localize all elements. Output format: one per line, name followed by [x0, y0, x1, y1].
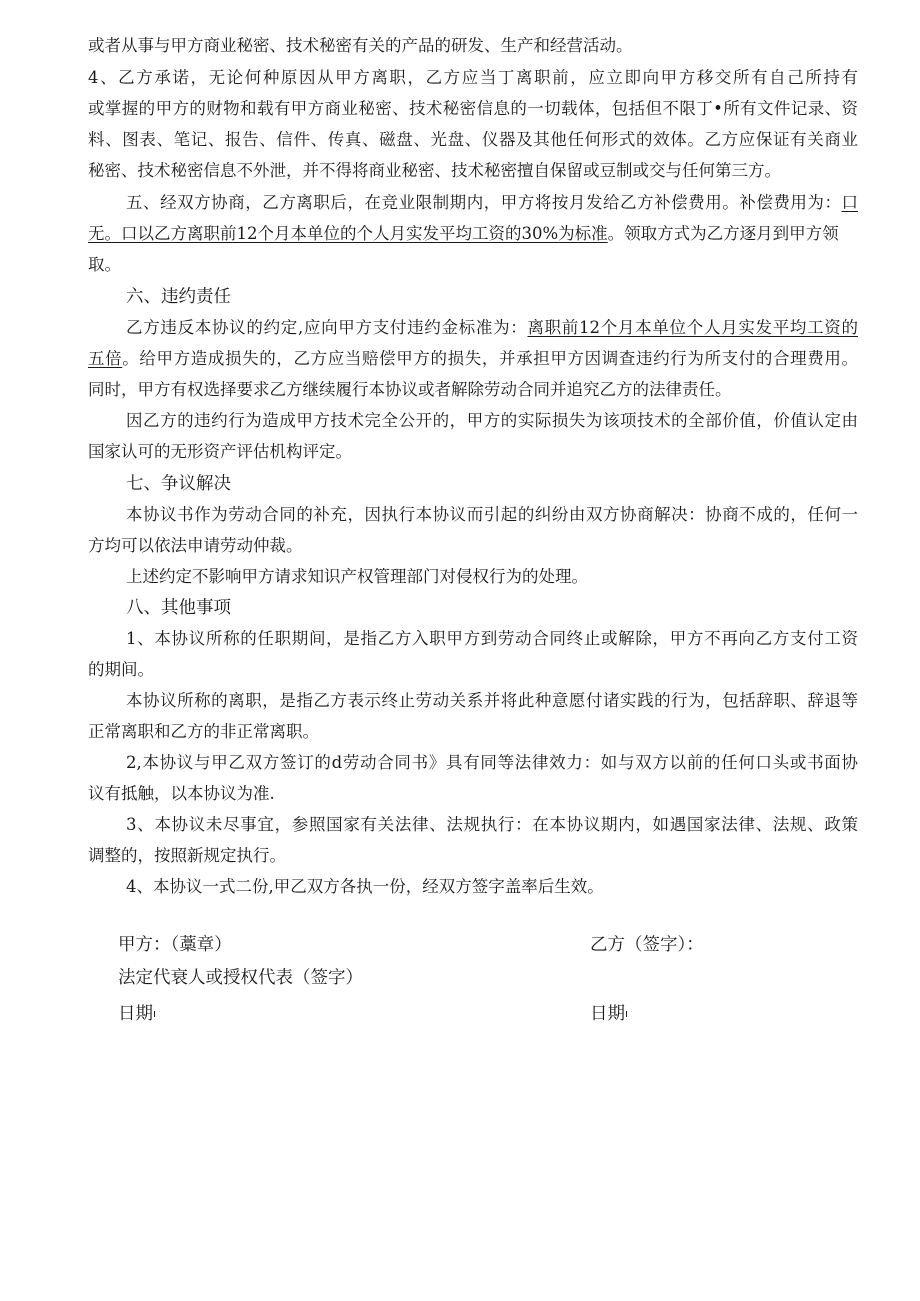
clause-8-1-text: 1、本协议所称的任职期间，是指乙方入职甲方到劳动合同终止或解除，甲方不再向乙方支付工资 [126, 629, 858, 648]
clause-8-4-text: 4、本协议一式二份,甲乙双方各执一份，经双方签字盖率后生效。 [126, 877, 604, 896]
clause-5-line-1 [88, 193, 858, 213]
party-b-date-text: 日期 [590, 1004, 625, 1024]
clause-6b-line-2: 国家认可的无形资产评估机构评定。 [88, 442, 352, 461]
party-a-date-label [118, 1003, 156, 1025]
clause-8-1b-line-2: 正常离职和乙方的非正常离职。 [88, 722, 319, 741]
party-b-date-label [590, 1003, 628, 1025]
clause-8-3-line-2: 调整的，按照新规定执行。 [88, 846, 286, 865]
section-heading-8: 八、其他事项 [126, 598, 231, 618]
clause-6b-line-1 [88, 411, 858, 431]
cursor-mark: ı [625, 1007, 629, 1020]
penalty-standard: 离职前12个月本单位个人月实发平均工资的 [527, 318, 859, 337]
clause-7a-line-2: 方均可以依法申请劳动仲裁。 [88, 536, 303, 555]
representative-signature-label: 法定代衰人或授权代表（签字） [118, 968, 363, 988]
clause-4-line-3: 料、图表、笔记、报告、信件、传真、磁盘、光盘、仪器及其他任何形式的效体。乙方应保证有关商业 [88, 130, 858, 149]
clause-8-3-line-1 [88, 815, 858, 835]
paragraph-continuation: 或者从事与甲方商业秘密、技术秘密有关的产品的研发、生产和经营活动。 [88, 36, 633, 55]
penalty-multiple: 五倍 [88, 349, 123, 368]
clause-6a-line-3: 同时，甲方有权选择要求乙方继续履行本协议或者解除劳动合同并追究乙方的法律责任。 [88, 380, 732, 399]
clause-5-line-2 [88, 224, 858, 244]
clause-6a-line-2 [88, 349, 858, 369]
clause-8-2-text: 2,本协议与甲乙双方签订的d劳动合同书》具有同等法律效力：如与双方以前的任何口头或书面协 [126, 753, 858, 772]
clause-5-text: 五、经双方协商，乙方离职后，在竞业限制期内，甲方将按月发给乙方补偿费用。补偿费用为： [126, 193, 842, 212]
party-b-signature-label: 乙方（签字）： [590, 935, 704, 955]
clause-8-1b-text: 本协议所称的离职，是指乙方表示终止劳动关系并将此种意愿付诸实践的行为，包括辞职、辞退等 [126, 691, 858, 710]
clause-8-1-line-2: 的期间。 [88, 660, 154, 679]
clause-8-1b-line-1 [88, 691, 858, 711]
clause-5-line-3: 取。 [88, 255, 121, 274]
clause-4-line-4: 秘密、技术秘密信息不外泄，并不得将商业秘密、技术秘密擅自保留或豆制或交与任何第三方。 [88, 161, 781, 180]
clause-7b [88, 567, 858, 587]
clause-8-4 [88, 877, 858, 897]
clause-7a-line-1 [88, 505, 858, 525]
party-a-date-text: 日期 [118, 1004, 153, 1024]
clause-6a-text-2: 。给甲方造成损失的，乙方应当赔偿甲方的损失，并承担甲方因调查违约行为所支付的合理费用。 [122, 349, 858, 368]
clause-6a-text: 乙方违反本协议的约定,应向甲方支付违约金标准为： [126, 318, 528, 337]
clause-6b-text: 因乙方的违约行为造成甲方技术完全公开的，甲方的实际损失为该项技术的全部价值，价值认定由 [126, 411, 858, 430]
clause-6a-line-1 [88, 318, 858, 338]
clause-8-2-line-1 [88, 753, 858, 773]
clause-4-line-1: 4、乙方承诺，无论何种原因从甲方离职，乙方应当丁离职前，应立即向甲方移交所有自己所持有 [88, 68, 858, 87]
section-heading-7: 七、争议解决 [126, 474, 231, 494]
party-a-seal-label: 甲方：（藁章） [118, 935, 232, 955]
compensation-standard: 无。口以乙方离职前12个月本单位的个人月实发平均工资的30%为标准 [88, 224, 608, 243]
clause-7b-text: 上述约定不影响甲方请求知识产权管理部门对侵权行为的处理。 [126, 567, 588, 586]
clause-8-2-line-2: 议有抵触，以本协议为准. [88, 784, 275, 803]
section-heading-6: 六、违约责任 [126, 287, 231, 307]
clause-5-text-2: 。领取方式为乙方逐月到甲方领 [607, 224, 839, 243]
clause-7a-text: 本协议书作为劳动合同的补充，因执行本协议而引起的纠纷由双方协商解决：协商不成的，任何一 [126, 505, 858, 524]
compensation-option-none: 口 [841, 193, 858, 212]
cursor-mark: ı [153, 1007, 157, 1020]
clause-8-3-text: 3、本协议未尽事宜，参照国家有关法律、法规执行：在本协议期内，如遇国家法律、法规、政策 [126, 815, 858, 834]
clause-4-line-2: 或掌握的甲方的财物和载有甲方商业秘密、技术秘密信息的一切载体，包括但不限丁•所有文件记录、资 [88, 99, 858, 118]
clause-8-1-line-1 [88, 629, 858, 649]
